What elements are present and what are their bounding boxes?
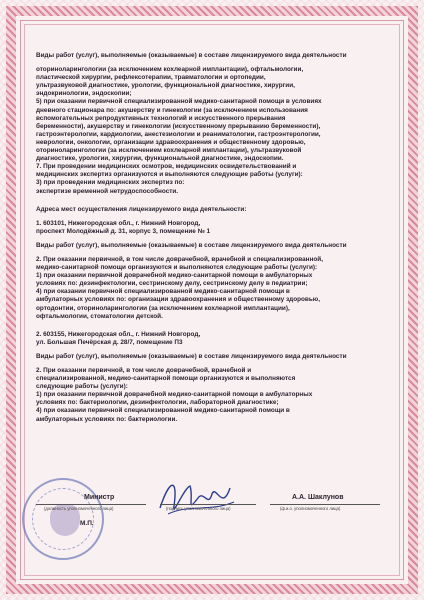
services-heading: Виды работ (услуг), выполняемые (оказываемые) в составе лицензируемого вида деятельности [36,52,347,59]
text-line: 2. При оказании первичной, в том числе доврачебной, врачебной и специализированной, [36,255,323,263]
address-line: ул. Большая Печёрская д. 28/7, помещение П3 [36,338,183,346]
text-line: оториноларингологии (за исключением кохлеарной имплантации), офтальмологии, [36,66,304,74]
text-line: медико-санитарной помощи организуются и выполняются следующие работы (услуги): [36,264,318,272]
stamp-place-label: М.П. [80,520,94,527]
address-line: 1. 603101, Нижегородская обл., г. Нижний Новгород, [36,219,201,227]
signatory-title: Министр [84,494,115,501]
address-line: проспект Молодёжный д. 31, корпус 3, помещение № 1 [36,227,211,235]
signatory-name: А.А. Шаклунов [292,494,344,501]
text-line: амбулаторных условиях по: организации здравоохранения и общественному здоровью, [36,296,321,304]
handwritten-signature [150,468,240,528]
text-line: эндокринологии, эндоскопии; [36,90,132,98]
text-line: вспомогательных репродуктивных технологий и искусственного прерывания [36,114,286,122]
text-line: условиях по: бактериологии, дезинфектологии, лабораторной диагностике; [36,399,279,407]
text-line: 4) при оказании первичной специализированной медико-санитарной помощи в [36,407,290,415]
services-heading: Виды работ (услуг), выполняемые (оказываемые) в составе лицензируемого вида деятельности [36,241,347,249]
services-block-2 [36,256,390,321]
text-line: 1) при оказании первичной доврачебной медико-санитарной помощи в амбулаторных [36,272,313,280]
text-line: специализированной, медико-санитарной помощи организуются и выполняются [36,375,296,383]
signatory-name-caption: (ф.и.о. уполномоченного лица) [280,506,341,511]
official-seal [22,478,104,560]
text-line: ортодонтии, оториноларингологии (за исключением кохлеарной имплантации), [36,304,290,312]
services-block-3 [36,367,390,424]
text-line: офтальмологии, стоматологии детской. [36,312,163,320]
text-line: 4) при оказании первичной специализированной медико-санитарной помощи в [36,288,290,296]
services-heading: Виды работ (услуг), выполняемые (оказываемые) в составе лицензируемого вида деятельности [36,352,347,360]
text-line: пластической хирургии, рефлексотерапии, травматологии и ортопедии, [36,74,266,82]
text-line: оториноларингологии (за исключением кохлеарной имплантации), ультразвуковой [36,147,302,155]
signature-caption: (подпись уполномоченного лица) [166,506,231,511]
text-line: 2. При оказании первичной, в том числе доврачебной, врачебной и [36,367,252,374]
text-line: дневного стационара по: акушерству и гинекологии (за исключением использования [36,106,308,114]
text-line: ультразвуковой диагностике, урологии, функциональной диагностике, хирургии, [36,82,295,90]
text-line: 7. При проведении медицинских осмотров, медицинских освидетельствований и [36,163,297,171]
address-line: 2. 603155, Нижегородская обл., г. Нижний Новгород, [36,330,201,338]
services-block-1 [36,66,390,196]
text-line: экспертизе временной нетрудоспособности. [36,187,179,195]
text-line: беременности), акушерству и гинекологии (искусственному прерыванию беременности), [36,122,321,130]
text-line: медицинских экспертиз организуются и выполняются следующие работы (услуги): [36,171,303,179]
text-line: 3) при проведении медицинских экспертиз по: [36,179,185,187]
text-line: гастроэнтерологии, кардиологии, анестезиологии и реаниматологии, гастроэнтерологии, [36,130,321,138]
text-line: амбулаторных условиях по: бактериологии. [36,415,178,423]
addresses-heading: Адреса мест осуществления лицензируемого вида деятельности: [36,205,247,213]
text-line: следующие работы (услуги): [36,383,128,391]
text-line: диагностике, урологии, хирургии, функциональной диагностике, эндоскопии. [36,155,284,163]
text-line: условиях по: дезинфектологии, сестринскому делу, сестринскому делу в педиатрии; [36,280,308,288]
text-line: неврологии, онкологии, организации здравоохранения и общественному здоровью, [36,138,306,146]
signatory-title-caption: (должность уполномоченного лица) [44,506,114,511]
text-line: 1) при оказании первичной доврачебной медико-санитарной помощи в амбулаторных [36,391,313,399]
document-body [36,52,390,424]
text-line: 5) при оказании первичной специализированной медико-санитарной помощи в условиях [36,98,322,106]
